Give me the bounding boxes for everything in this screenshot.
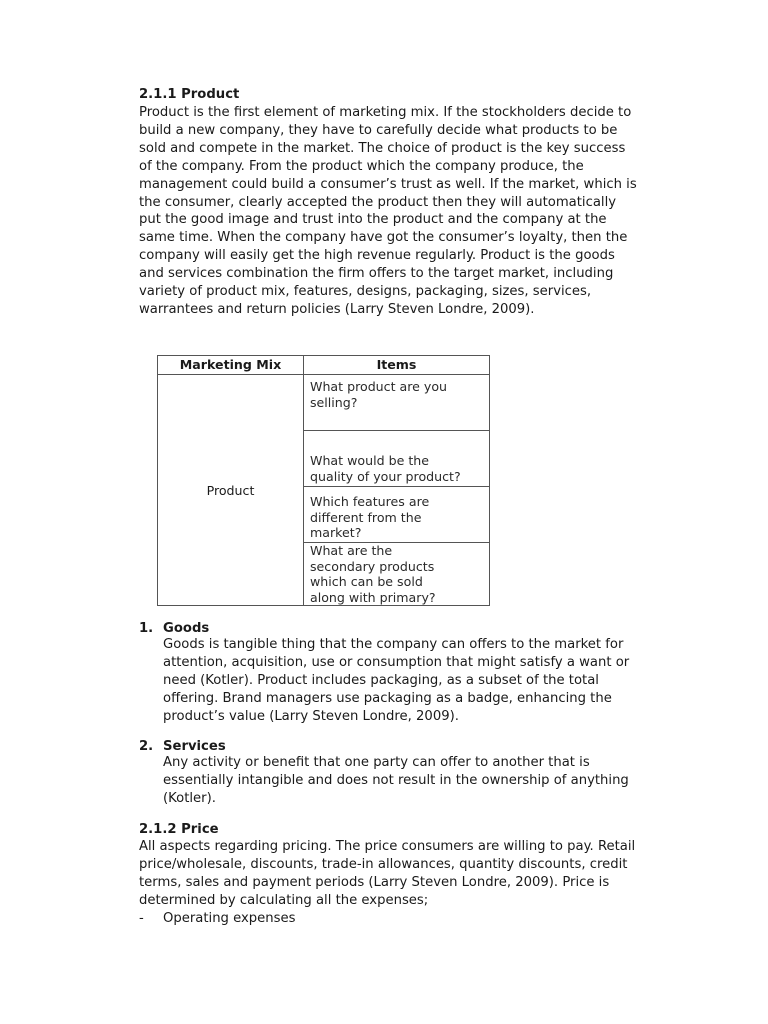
paragraph-line: essentially intangible and does not result in the ownership of anything <box>163 772 629 788</box>
paragraph-line: Goods is tangible thing that the company can offers to the market for <box>163 637 624 652</box>
paragraph-line: of the company. From the product which the company produce, the <box>139 158 584 174</box>
paragraph-line: terms, sales and payment periods (Larry Steven Londre, 2009). Price is <box>139 874 610 890</box>
list-number: 1. <box>139 621 154 636</box>
product-heading: 2.1.1 Product <box>139 87 240 102</box>
bullet-dash: - <box>139 911 144 926</box>
paragraph-line: sold and compete in the market. The choice of product is the key success <box>139 140 626 156</box>
paragraph-line: product’s value (Larry Steven Londre, 2009). <box>163 708 459 724</box>
goods-paragraph <box>163 636 683 726</box>
price-paragraph <box>139 838 689 910</box>
paragraph-line: Any activity or benefit that one party can offer to another that is <box>163 755 590 770</box>
table-row <box>158 375 490 431</box>
item-cell <box>304 375 490 431</box>
services-title: Services <box>163 739 226 754</box>
paragraph-line: management could build a consumer’s trust as well. If the market, which is <box>139 176 637 192</box>
item-line: quality of your product? <box>310 468 461 484</box>
paragraph-line: build a new company, they have to carefully decide what products to be <box>139 122 618 138</box>
item-line: market? <box>310 525 362 541</box>
paragraph-line: same time. When the company have got the consumer’s loyalty, then the <box>139 230 628 246</box>
list-number: 2. <box>139 739 154 754</box>
paragraph-line: offering. Brand managers use packaging as a badge, enhancing the <box>163 690 612 706</box>
item-line: Which features are <box>310 494 430 509</box>
paragraph-line: attention, acquisition, use or consumption that might satisfy a want or <box>163 654 630 670</box>
marketing-mix-table <box>157 355 490 606</box>
item-line: different from the <box>310 509 422 525</box>
paragraph-line: determined by calculating all the expenses; <box>139 892 429 908</box>
paragraph-line: All aspects regarding pricing. The price consumers are willing to pay. Retail <box>139 839 636 854</box>
column-header-marketing-mix: Marketing Mix <box>158 356 304 375</box>
paragraph-line: warrantees and return policies (Larry Steven Londre, 2009). <box>139 301 535 317</box>
paragraph-line: the consumer, clearly accepted the product then they will automatically <box>139 194 617 210</box>
category-cell-product: Product <box>158 375 304 606</box>
item-cell <box>304 487 490 543</box>
product-paragraph <box>139 104 689 319</box>
goods-title: Goods <box>163 621 210 636</box>
paragraph-line: and services combination the firm offers to the target market, including <box>139 266 614 282</box>
paragraph-line: price/wholesale, discounts, trade-in allowances, quantity discounts, credit <box>139 856 628 872</box>
paragraph-line: variety of product mix, features, designs, packaging, sizes, services, <box>139 284 592 300</box>
item-line: along with primary? <box>310 589 436 605</box>
item-line: secondary products <box>310 558 435 574</box>
paragraph-line: company will easily get the high revenue regularly. Product is the goods <box>139 248 615 264</box>
item-line: What are the <box>310 543 393 558</box>
services-paragraph <box>163 754 683 808</box>
item-cell <box>304 543 490 606</box>
column-header-items: Items <box>304 356 490 375</box>
item-line: What would be the <box>310 453 429 468</box>
item-line: What product are you <box>310 379 448 394</box>
item-line: selling? <box>310 394 358 410</box>
price-heading: 2.1.2 Price <box>139 822 219 837</box>
bullet-item-operating-expenses: Operating expenses <box>163 911 296 926</box>
item-line: which can be sold <box>310 574 423 590</box>
paragraph-line: Product is the first element of marketing mix. If the stockholders decide to <box>139 105 632 120</box>
paragraph-line: put the good image and trust into the product and the company at the <box>139 212 607 228</box>
item-cell <box>304 431 490 487</box>
paragraph-line: need (Kotler). Product includes packaging, as a subset of the total <box>163 672 599 688</box>
table-header-row <box>158 356 490 375</box>
paragraph-line: (Kotler). <box>163 790 216 806</box>
